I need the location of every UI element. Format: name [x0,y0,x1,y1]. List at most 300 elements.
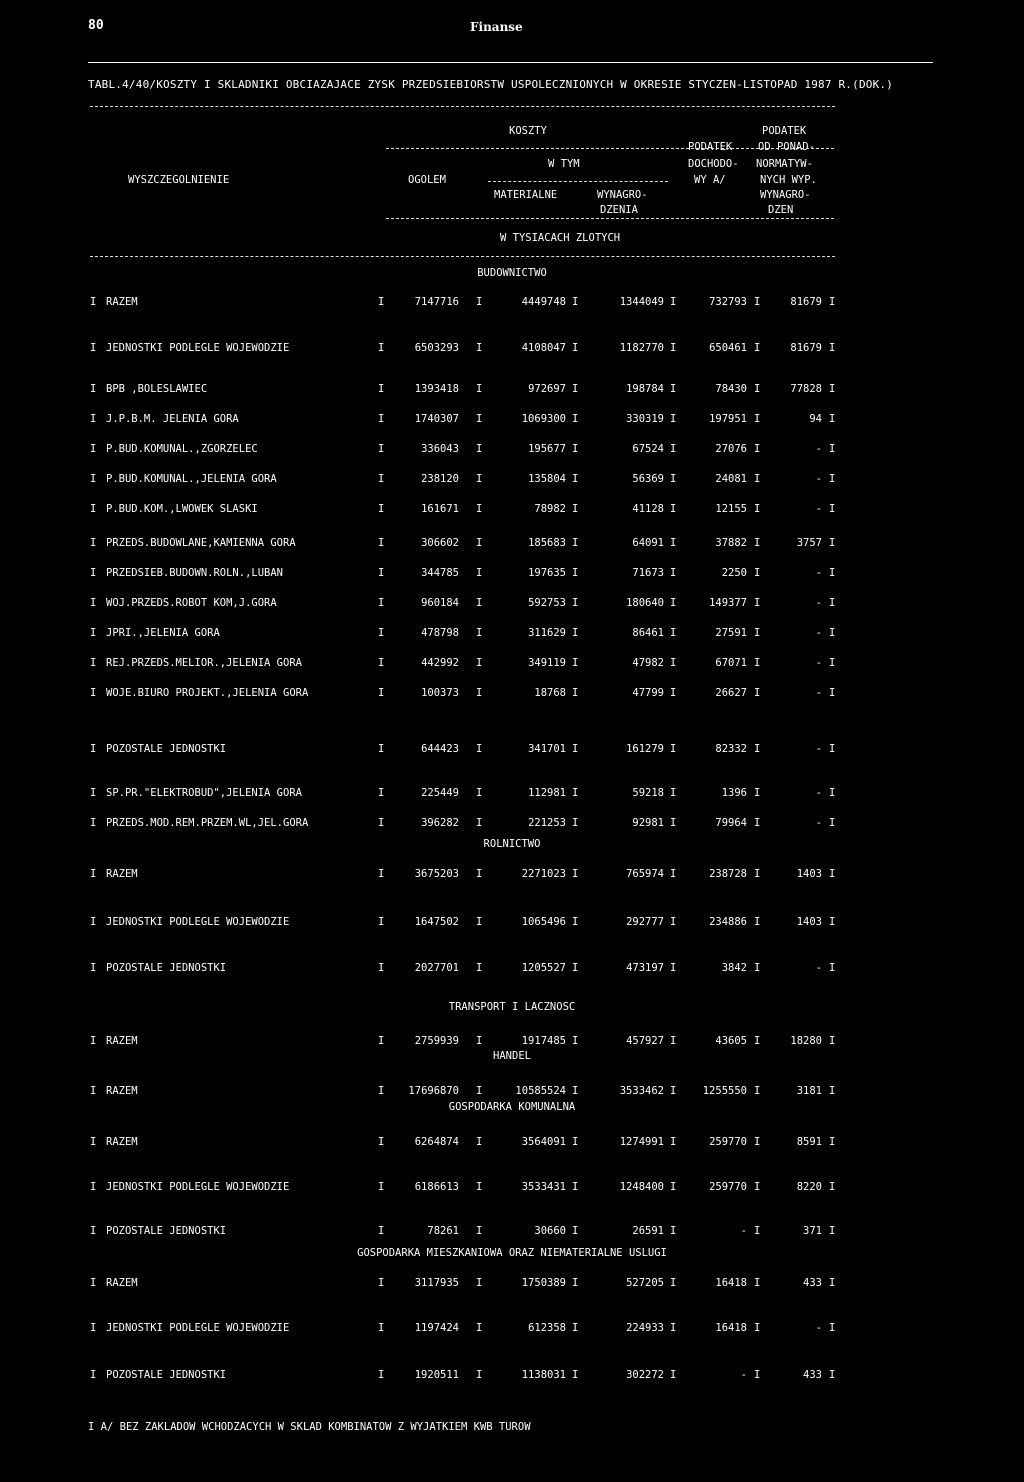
column-separator: I [829,1181,836,1193]
column-separator: I [754,1277,761,1289]
row-label: SP.PR."ELEKTROBUD",JELENIA GORA [106,787,302,799]
column-separator: I [378,537,385,549]
column-separator: I [754,1225,761,1237]
cell-value: 26627 [715,687,747,699]
column-separator: I [670,567,677,579]
row-label: P.BUD.KOMUNAL.,JELENIA GORA [106,473,277,485]
cell-value: 27591 [715,627,747,639]
cell-value: - [815,657,822,669]
column-separator: I [572,868,579,880]
cell-value: 225449 [421,787,459,799]
table-row [0,1277,1024,1291]
table-row [0,1322,1024,1336]
column-separator: I [378,597,385,609]
cell-value: 336043 [421,443,459,455]
cell-value: 47982 [632,657,664,669]
table-row [0,627,1024,641]
column-separator: I [829,743,836,755]
cell-value: 960184 [421,597,459,609]
column-separator: I [754,597,761,609]
column-separator: I [670,962,677,974]
column-separator: I [670,1181,677,1193]
column-separator: I [90,567,97,579]
column-separator: I [670,657,677,669]
column-separator: I [829,962,836,974]
row-label: PRZEDSIEB.BUDOWN.ROLN.,LUBAN [106,567,284,579]
cell-value: 6186613 [414,1181,459,1193]
cell-value: 18768 [534,687,566,699]
cell-value: 259770 [709,1181,747,1193]
column-separator: I [476,342,483,354]
column-separator: I [572,567,579,579]
column-separator: I [476,503,483,515]
column-separator: I [670,296,677,308]
cell-value: 1403 [796,868,822,880]
column-separator: I [754,473,761,485]
cell-value: 1197424 [414,1322,459,1334]
column-separator: I [90,1225,97,1237]
column-separator: I [572,1035,579,1047]
column-separator: I [670,916,677,928]
row-label: PRZEDS.MOD.REM.PRZEM.WL,JEL.GORA [106,817,309,829]
footnote-line: I A/ BEZ ZAKLADOW WCHODZACYCH W SKLAD KOMBINATOW Z WYJATKIEM KWB TUROW [88,1421,531,1433]
rule-top [90,106,835,107]
column-separator: I [829,1225,836,1237]
column-separator: I [572,443,579,455]
cell-value: - [815,687,822,699]
column-separator: I [90,383,97,395]
header-inne-4: NYCH WYP. [760,174,817,186]
column-separator: I [90,537,97,549]
column-separator: I [670,817,677,829]
column-separator: I [476,687,483,699]
cell-value: 1740307 [414,413,459,425]
column-separator: I [378,787,385,799]
cell-value: 16418 [715,1277,747,1289]
column-separator: I [572,473,579,485]
column-separator: I [670,627,677,639]
cell-value: 2759939 [414,1035,459,1047]
cell-value: 8220 [796,1181,822,1193]
cell-value: 67071 [715,657,747,669]
header-inne-5: WYNAGRO- [760,189,811,201]
cell-value: 71673 [632,567,664,579]
cell-value: 473197 [626,962,664,974]
column-separator: I [572,1369,579,1381]
column-separator: I [754,342,761,354]
row-label: WOJ.PRZEDS.ROBOT KOM,J.GORA [106,597,277,609]
cell-value: 972697 [528,383,566,395]
cell-value: 3181 [796,1085,822,1097]
column-separator: I [476,1085,483,1097]
cell-value: 1750389 [521,1277,566,1289]
column-separator: I [476,1181,483,1193]
column-separator: I [90,473,97,485]
column-separator: I [670,1225,677,1237]
cell-value: 1255550 [702,1085,747,1097]
row-label: RAZEM [106,1085,138,1097]
cell-value: 306602 [421,537,459,549]
cell-value: - [815,597,822,609]
table-row [0,1136,1024,1150]
cell-value: 78982 [534,503,566,515]
column-separator: I [476,916,483,928]
column-separator: I [754,1369,761,1381]
rule-w-tym [488,181,668,182]
column-separator: I [378,1085,385,1097]
cell-value: 37882 [715,537,747,549]
table-row [0,1085,1024,1099]
section-title: GOSPODARKA MIESZKANIOWA ORAZ NIEMATERIALNE USLUGI [357,1247,667,1259]
column-separator: I [572,916,579,928]
column-separator: I [572,627,579,639]
column-separator: I [829,916,836,928]
row-label: JEDNOSTKI PODLEGLE WOJEWODZIE [106,1181,290,1193]
header-ogolem: OGOLEM [408,174,446,186]
column-separator: I [378,817,385,829]
cell-value: 197635 [528,567,566,579]
section-title: ROLNICTWO [483,838,541,850]
cell-value: - [815,1322,822,1334]
header-koszty: KOSZTY [509,125,547,137]
cell-value: - [815,443,822,455]
column-separator: I [572,1225,579,1237]
column-separator: I [829,503,836,515]
cell-value: 1248400 [619,1181,664,1193]
cell-value: 3533462 [619,1085,664,1097]
column-separator: I [754,627,761,639]
column-separator: I [476,567,483,579]
column-separator: I [378,1181,385,1193]
column-separator: I [670,413,677,425]
column-separator: I [90,296,97,308]
row-label: RAZEM [106,868,138,880]
header-description: WYSZCZEGOLNIENIE [128,174,230,186]
column-separator: I [90,627,97,639]
header-inne-1: PODATEK [762,125,807,137]
running-head: Finanse [470,20,523,34]
row-label: RAZEM [106,1277,138,1289]
column-separator: I [476,443,483,455]
cell-value: - [815,567,822,579]
cell-value: 3117935 [414,1277,459,1289]
column-separator: I [572,1181,579,1193]
column-separator: I [670,1085,677,1097]
cell-value: 3533431 [521,1181,566,1193]
cell-value: 259770 [709,1136,747,1148]
cell-value: 650461 [709,342,747,354]
column-separator: I [476,1277,483,1289]
column-separator: I [829,868,836,880]
cell-value: 1917485 [521,1035,566,1047]
cell-value: 78430 [715,383,747,395]
cell-value: - [740,1369,747,1381]
cell-value: 527205 [626,1277,664,1289]
column-separator: I [572,413,579,425]
header-materialne: MATERIALNE [494,189,558,201]
section-title: TRANSPORT I LACZNOSC [448,1001,576,1013]
column-separator: I [378,1136,385,1148]
table-row [0,443,1024,457]
column-separator: I [378,687,385,699]
table-row [0,687,1024,701]
column-separator: I [670,1136,677,1148]
cell-value: 1069300 [521,413,566,425]
column-separator: I [670,503,677,515]
column-separator: I [572,962,579,974]
column-separator: I [754,413,761,425]
column-separator: I [90,916,97,928]
column-separator: I [572,1085,579,1097]
cell-value: 396282 [421,817,459,829]
cell-value: 371 [803,1225,822,1237]
column-separator: I [90,413,97,425]
column-separator: I [670,787,677,799]
table-row [0,1225,1024,1239]
column-separator: I [90,687,97,699]
rule-unit [386,218,834,219]
table-row [0,597,1024,611]
column-separator: I [378,503,385,515]
cell-value: 311629 [528,627,566,639]
column-separator: I [670,383,677,395]
column-separator: I [829,1035,836,1047]
column-separator: I [670,597,677,609]
cell-value: 4449748 [521,296,566,308]
row-label: BPB ,BOLESLAWIEC [106,383,208,395]
cell-value: - [815,817,822,829]
column-separator: I [572,383,579,395]
column-separator: I [476,868,483,880]
column-separator: I [754,743,761,755]
column-separator: I [572,342,579,354]
cell-value: 3842 [721,962,747,974]
table-row [0,962,1024,976]
cell-value: 234886 [709,916,747,928]
cell-value: 344785 [421,567,459,579]
cell-value: 433 [803,1277,822,1289]
table-row [0,413,1024,427]
column-separator: I [378,342,385,354]
column-separator: I [572,817,579,829]
rule-koszty [386,148,834,149]
cell-value: 3675203 [414,868,459,880]
column-separator: I [90,1322,97,1334]
column-separator: I [670,687,677,699]
column-separator: I [476,537,483,549]
column-separator: I [829,1277,836,1289]
column-separator: I [572,687,579,699]
table-row [0,916,1024,930]
top-rule [88,62,933,63]
cell-value: 457927 [626,1035,664,1047]
cell-value: 180640 [626,597,664,609]
column-separator: I [378,413,385,425]
column-separator: I [829,1136,836,1148]
column-separator: I [670,1322,677,1334]
column-separator: I [90,962,97,974]
section-title: HANDEL [493,1050,531,1062]
cell-value: 1138031 [521,1369,566,1381]
column-separator: I [90,1136,97,1148]
cell-value: 7147716 [414,296,459,308]
column-separator: I [378,383,385,395]
footnote: A/ BEZ ZAKLADOW WCHODZACYCH W SKLAD KOMBINATOW Z WYJATKIEM KWB TUROW [100,1421,531,1433]
cell-value: 185683 [528,537,566,549]
column-separator: I [378,473,385,485]
cell-value: 478798 [421,627,459,639]
column-separator: I [754,296,761,308]
column-separator: I [829,687,836,699]
cell-value: 1647502 [414,916,459,928]
column-separator: I [829,296,836,308]
cell-value: 92981 [632,817,664,829]
cell-value: 2271023 [521,868,566,880]
column-separator: I [476,1035,483,1047]
cell-value: 3757 [796,537,822,549]
section-title: BUDOWNICTWO [477,267,547,279]
column-separator: I [378,657,385,669]
column-separator: I [829,817,836,829]
column-separator: I [754,503,761,515]
cell-value: 195677 [528,443,566,455]
cell-value: 3564091 [521,1136,566,1148]
cell-value: 78261 [427,1225,459,1237]
row-label: POZOSTALE JEDNOSTKI [106,1369,227,1381]
column-separator: I [476,296,483,308]
column-separator: I [754,657,761,669]
cell-value: - [815,473,822,485]
cell-value: 112981 [528,787,566,799]
column-separator: I [670,342,677,354]
row-label: JEDNOSTKI PODLEGLE WOJEWODZIE [106,342,290,354]
column-separator: I [90,1085,97,1097]
column-separator: I [572,1277,579,1289]
table-row [0,567,1024,581]
column-separator: I [754,443,761,455]
column-separator: I [476,1322,483,1334]
cell-value: 197951 [709,413,747,425]
column-separator: I [90,443,97,455]
page-number: 80 [88,18,104,33]
header-podatek-3: WY A/ [694,174,726,186]
column-separator: I [378,962,385,974]
column-separator: I [378,916,385,928]
table-title: TABL.4/40/KOSZTY I SKLADNIKI OBCIAZAJACE ZYSK PRZEDSIEBIORSTW USPOLECZNIONYCH W OKRESIE STYCZEN-LISTOPAD 1987 R.(DOK.) [88,78,894,91]
row-label: P.BUD.KOM.,LWOWEK SLASKI [106,503,258,515]
column-separator: I [572,1136,579,1148]
column-separator: I [90,1369,97,1381]
column-separator: I [670,1277,677,1289]
column-separator: I [572,1322,579,1334]
table-row [0,342,1024,356]
row-label: POZOSTALE JEDNOSTKI [106,1225,227,1237]
cell-value: 1065496 [521,916,566,928]
table-row [0,383,1024,397]
column-separator: I [829,627,836,639]
row-label: POZOSTALE JEDNOSTKI [106,743,227,755]
table-row [0,537,1024,551]
column-separator: I [476,657,483,669]
cell-value: 77828 [790,383,822,395]
cell-value: - [815,503,822,515]
column-separator: I [754,687,761,699]
cell-value: 2250 [721,567,747,579]
column-separator: I [476,413,483,425]
column-separator: I [378,1035,385,1047]
column-separator: I [829,787,836,799]
cell-value: 1344049 [619,296,664,308]
cell-value: 59218 [632,787,664,799]
cell-value: 41128 [632,503,664,515]
cell-value: 1396 [721,787,747,799]
header-wynagrodzenia-1: WYNAGRO- [597,189,648,201]
row-label: JPRI.,JELENIA GORA [106,627,220,639]
column-separator: I [572,503,579,515]
column-separator: I [90,597,97,609]
header-wynagrodzenia-2: DZENIA [600,204,638,216]
column-separator: I [670,1035,677,1047]
cell-value: 6503293 [414,342,459,354]
column-separator: I [754,1085,761,1097]
column-separator: I [476,597,483,609]
column-separator: I [378,1322,385,1334]
column-separator: I [754,1322,761,1334]
cell-value: 17696870 [408,1085,459,1097]
cell-value: 330319 [626,413,664,425]
column-separator: I [378,868,385,880]
cell-value: - [740,1225,747,1237]
cell-value: 82332 [715,743,747,755]
column-separator: I [829,473,836,485]
row-label: RAZEM [106,296,138,308]
column-separator: I [90,503,97,515]
cell-value: 79964 [715,817,747,829]
column-separator: I [476,743,483,755]
rule-header-bottom [90,256,835,257]
column-separator: I [90,1181,97,1193]
cell-value: 302272 [626,1369,664,1381]
cell-value: 30660 [534,1225,566,1237]
table-row [0,296,1024,310]
cell-value: - [815,743,822,755]
column-separator: I [829,567,836,579]
cell-value: - [815,627,822,639]
cell-value: 100373 [421,687,459,699]
column-separator: I [754,916,761,928]
cell-value: 161671 [421,503,459,515]
column-separator: I [754,962,761,974]
cell-value: 341701 [528,743,566,755]
cell-value: 6264874 [414,1136,459,1148]
column-separator: I [476,1369,483,1381]
column-separator: I [754,1136,761,1148]
column-separator: I [670,1369,677,1381]
column-separator: I [829,1322,836,1334]
cell-value: 64091 [632,537,664,549]
cell-value: 1403 [796,916,822,928]
column-separator: I [829,383,836,395]
column-separator: I [670,473,677,485]
column-separator: I [572,743,579,755]
cell-value: 224933 [626,1322,664,1334]
column-separator: I [829,443,836,455]
column-separator: I [572,296,579,308]
cell-value: 67524 [632,443,664,455]
column-separator: I [90,342,97,354]
table-row [0,787,1024,801]
cell-value: 732793 [709,296,747,308]
